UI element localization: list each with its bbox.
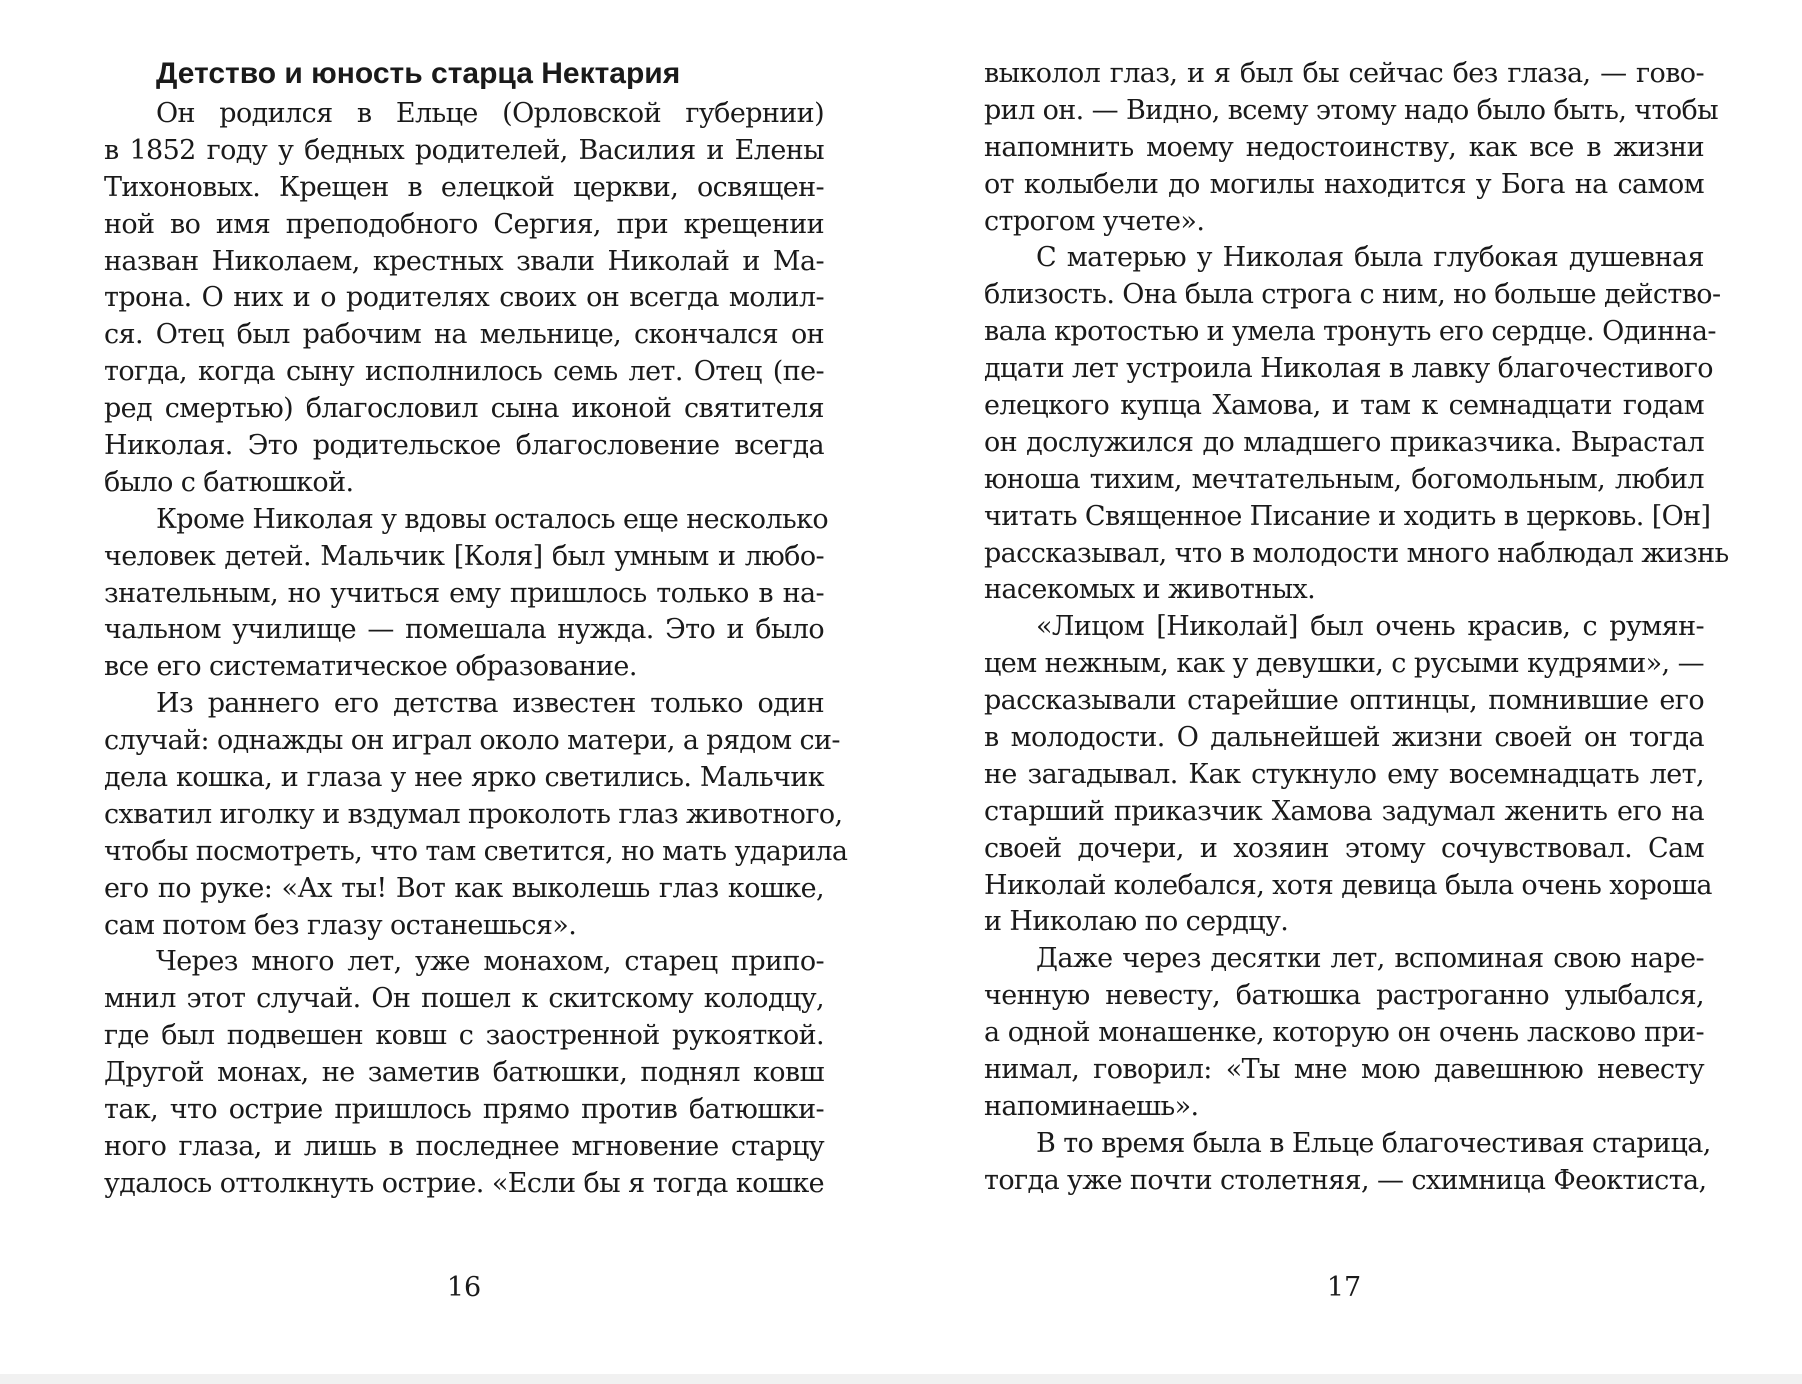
text-line: тогда уже почти столетняя, — схимница Феоктиста,	[984, 1164, 1707, 1196]
text-line: а одной монашенке, которую он очень ласково при-	[984, 1017, 1704, 1049]
text-line: сам потом без глазу останешься».	[104, 909, 577, 941]
text-line: Он родился в Ельце (Орловской губернии)	[156, 98, 824, 129]
text-line: рассказывали старейшие оптинцы, помнившие его	[984, 685, 1704, 717]
text-line: Николай колебался, хотя девица была очень хороша	[984, 869, 1712, 901]
left-page-text	[104, 96, 848, 1203]
text-line: старший приказчик Хамова задумал женить его на	[984, 795, 1704, 827]
text-line: он дослужился до младшего приказчика. Вырастал	[984, 426, 1704, 458]
text-line: нимал, говорил: «Ты мне мою давешнюю невесту	[984, 1054, 1704, 1086]
chapter-heading: Детство и юность старца Нектария	[156, 57, 681, 90]
text-line: так, что острие пришлось прямо против батюшки-	[104, 1094, 824, 1126]
text-line: елецкого купца Хамова, и там к семнадцати годам	[984, 390, 1704, 422]
text-line: цем нежным, как у девушки, с русыми кудрями», —	[984, 648, 1704, 680]
text-line: дцати лет устроила Николая в лавку благочестивого	[984, 353, 1713, 385]
text-line: чальном училище — помешала нужда. Это и было	[104, 614, 824, 646]
text-line: назван Николаем, крестных звали Николай и Ма-	[104, 245, 824, 277]
text-line: ся. Отец был рабочим на мельнице, скончался он	[104, 319, 824, 351]
page-number-left: 16	[446, 1272, 482, 1303]
text-line: трона. О них и о родителях своих он всегда молил-	[104, 282, 824, 314]
text-line: где был подвешен ковш с заостренной рукояткой.	[104, 1020, 824, 1052]
text-line: в 1852 году у бедных родителей, Василия и Елены	[104, 134, 824, 166]
text-line: человек детей. Мальчик [Коля] был умным и любо-	[104, 540, 824, 572]
text-line: от колыбели до могилы находится у Бога на самом	[984, 168, 1704, 200]
text-line: случай: однажды он играл около матери, а рядом си-	[104, 725, 840, 757]
text-line: Через много лет, уже монахом, старец припо-	[156, 946, 824, 978]
left-page	[104, 56, 848, 1203]
text-line: напомнить моему недостоинству, как все в жизни	[984, 131, 1704, 163]
text-line: его по руке: «Ах ты! Вот как выколешь глаз кошке,	[104, 872, 824, 904]
text-line: ной во имя преподобного Сергия, при крещении	[104, 208, 824, 240]
text-line: Даже через десятки лет, вспоминая свою наре-	[1036, 943, 1704, 975]
bottom-edge	[0, 1374, 1802, 1384]
right-page	[984, 56, 1729, 1200]
text-line: мнил этот случай. Он пошел к скитскому колодцу,	[104, 983, 824, 1015]
text-line: не загадывал. Как стукнуло ему восемнадцать лет,	[984, 758, 1704, 790]
text-line: В то время была в Ельце благочестивая старица,	[1036, 1127, 1711, 1159]
text-line: насекомых и животных.	[984, 574, 1316, 606]
text-line: Из раннего его детства известен только один	[156, 688, 824, 720]
text-line: рил он. — Видно, всему этому надо было быть, чтобы	[984, 94, 1719, 126]
text-line: своей дочери, и хозяин этому сочувствовал. Сам	[984, 832, 1704, 864]
text-line: Кроме Николая у вдовы осталось еще несколько	[156, 503, 829, 535]
text-line: напоминаешь».	[984, 1090, 1199, 1122]
text-line: дела кошка, и глаза у нее ярко светились. Мальчик	[104, 762, 824, 794]
text-line: рассказывал, что в молодости много наблюдал жизнь	[984, 537, 1729, 569]
text-line: в молодости. О дальнейшей жизни своей он тогда	[984, 722, 1704, 754]
text-line: Тихоновых. Крещен в елецкой церкви, освящен-	[104, 171, 824, 203]
text-line: ченную невесту, батюшка растроганно улыбался,	[984, 980, 1704, 1012]
text-line: «Лицом [Николай] был очень красив, с румян-	[1036, 611, 1704, 643]
text-line: чтобы посмотреть, что там светится, но мать ударила	[104, 835, 848, 867]
text-line: удалось оттолкнуть острие. «Если бы я тогда кошке	[104, 1167, 824, 1199]
page-number-right: 17	[1326, 1272, 1362, 1303]
text-line: тогда, когда сыну исполнилось семь лет. Отец (пе-	[104, 356, 824, 388]
text-line: ного глаза, и лишь в последнее мгновение старцу	[104, 1130, 824, 1162]
text-line: знательным, но учиться ему пришлось только в на-	[104, 577, 824, 609]
text-line: было с батюшкой.	[104, 466, 354, 498]
text-line: ред смертью) благословил сына иконой святителя	[104, 393, 824, 425]
text-line: строгом учете».	[984, 205, 1205, 237]
text-line: все его систематическое образование.	[104, 651, 637, 683]
text-line: Николая. Это родительское благословение всегда	[104, 430, 824, 462]
text-line: Другой монах, не заметив батюшки, поднял ковш	[104, 1057, 824, 1089]
text-line: и Николаю по сердцу.	[984, 906, 1289, 938]
text-line: выколол глаз, и я был бы сейчас без глаза, — гово-	[984, 58, 1704, 89]
text-line: читать Священное Писание и ходить в церковь. [Он]	[984, 500, 1711, 532]
right-page-text	[984, 56, 1729, 1200]
text-line: близость. Она была строга с ним, но больше действо-	[984, 279, 1721, 311]
text-line: С матерью у Николая была глубокая душевная	[1036, 242, 1704, 274]
text-line: схватил иголку и вздумал проколоть глаз животного,	[104, 798, 843, 830]
text-line: вала кротостью и умела тронуть его сердце. Одинна-	[984, 316, 1716, 348]
text-line: юноша тихим, мечтательным, богомольным, любил	[984, 463, 1704, 495]
